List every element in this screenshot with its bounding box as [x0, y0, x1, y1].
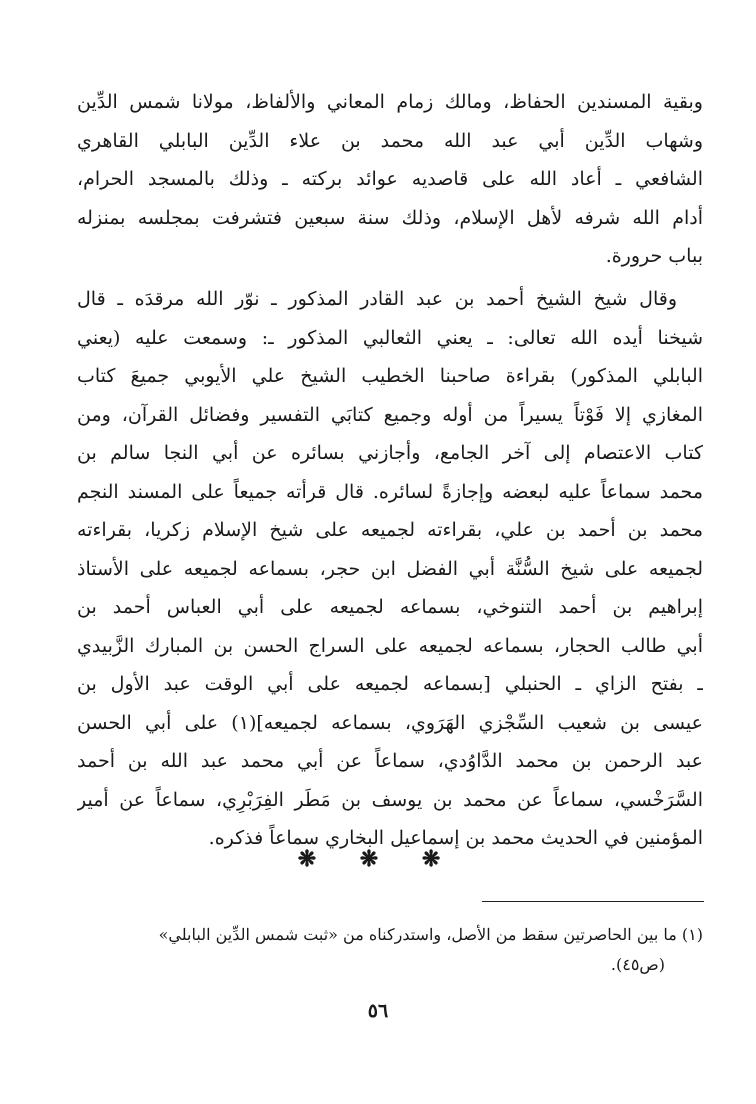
text-line: أدام الله شرفه لأهل الإسلام، وذلك سنة سبعين فتشرفت بمجلسه بمنزله: [77, 206, 703, 229]
text-line: محمد بن أحمد بن علي، بقراءته لجميعه على شيخ الإسلام زكريا، بقراءته: [77, 519, 703, 541]
paragraph-1: [77, 83, 703, 276]
text-line: وشهاب الدِّين أبي عبد الله محمد بن علاء الدِّين البابلي القاهري: [77, 129, 703, 152]
text-line: أبي طالب الحجار، بسماعه لجميعه على السراج الحسن بن المبارك الزَّبيدي: [77, 634, 703, 657]
text-line: ـ بفتح الزاي ـ الحنبلي [بسماعه لجميعه على أبي الوقت عبد الأول بن: [77, 673, 703, 695]
text-line: البابلي المذكور) بقراءة صاحبنا الخطيب الشيخ علي الأيوبي جميعَ كتاب: [77, 365, 703, 387]
text-line: لجميعه على شيخ السُّنَّة أبي الفضل ابن حجر، بسماعه لجميعه على الأستاذ: [77, 557, 703, 580]
text-line: وبقية المسندين الحفاظ، ومالك زمام المعاني والألفاظ، مولانا شمس الدِّين: [77, 91, 703, 113]
text-line: كتاب الاعتصام إلى آخر الجامع، وأجازني بسائره عن أبي النجا سالم بن: [77, 442, 703, 464]
text-line: عيسى بن شعيب السِّجْزي الهَرَوي، بسماعه لجميعه](١) على أبي الحسن: [77, 711, 703, 734]
text-line: بباب حرورة.: [605, 245, 703, 267]
text-line: الشافعي ـ أعاد الله على قاصديه عوائد بركته ـ وذلك بالمسجد الحرام،: [77, 168, 703, 190]
text-line: شيخنا أيده الله تعالى: ـ يعني الثعالبي المذكور ـ: وسمعت عليه (يعني: [77, 326, 703, 349]
footnote: [77, 920, 703, 980]
text-line: عبد الرحمن بن محمد الدَّاوُدي، سماعاً عن أبي محمد عبد الله بن أحمد: [77, 750, 703, 772]
paragraph-2: [77, 280, 703, 858]
text-line: المؤمنين في الحديث محمد بن إسماعيل البخاري سماعاً فذكره.: [208, 827, 703, 849]
section-separator: ❋ ❋ ❋: [297, 846, 459, 872]
text-line: السَّرَخْسي، سماعاً عن محمد بن يوسف بن مَطَر الفِرَبْرِي، سماعاً عن أمير: [77, 788, 703, 811]
footnote-line: (ص٤٥).: [610, 955, 665, 974]
text-line: المغازي إلا فَوْتاً يسيراً من أوله وجميع كتابَي التفسير وفضائل القرآن، ومن: [77, 403, 703, 426]
text-line: محمد سماعاً عليه لبعضه وإجازةً لسائره. قال قرأته جميعاً على المسند النجم: [77, 480, 703, 503]
text-line: إبراهيم بن أحمد التنوخي، بسماعه لجميعه على أبي العباس أحمد بن: [77, 596, 703, 618]
footnote-divider: [482, 901, 704, 902]
footnote-line: (١) ما بين الحاصرتين سقط من الأصل، واستدركناه من «ثبت شمس الدِّين البابلي»: [158, 925, 703, 944]
page-number: ٥٦: [367, 1000, 389, 1022]
text-line: وقال شيخ الشيخ أحمد بن عبد القادر المذكور ـ نوّر الله مرقدَه ـ قال: [77, 288, 677, 310]
